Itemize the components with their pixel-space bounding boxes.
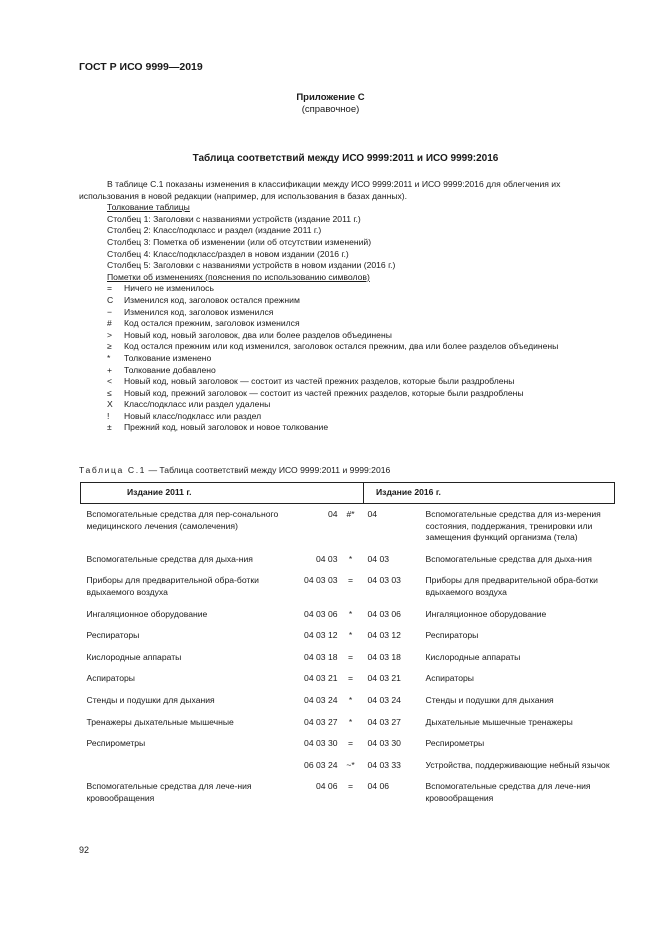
column-legend-item: Столбец 5: Заголовки с названиями устройств в новом издании (2016 г.) <box>107 260 396 271</box>
appendix-heading <box>0 92 661 116</box>
marks-list <box>79 283 615 434</box>
title-2011-cell: Тренажеры дыхательные мышечные <box>86 716 234 727</box>
mark-legend-item <box>79 376 615 388</box>
mark-symbol: С <box>107 294 114 305</box>
intro-section <box>79 179 615 434</box>
title-2011-cell: Вспомогательные средства для лече-ния кровообращения <box>86 781 252 803</box>
change-mark-cell: * <box>348 608 353 619</box>
mark-symbol: < <box>107 376 113 387</box>
mark-description: Прежний код, новый заголовок и новое толкование <box>124 422 329 433</box>
table-row <box>81 652 615 664</box>
mark-legend-item <box>79 353 615 365</box>
code-2011-cell: 06 03 24 <box>304 759 338 770</box>
mark-legend-item <box>79 330 615 342</box>
mark-symbol: * <box>107 352 111 363</box>
table-row <box>81 630 615 642</box>
mark-description: Новый код, прежний заголовок — состоит из частей прежних разделов, которые были раздроблены <box>124 387 524 398</box>
code-2011-cell: 04 <box>327 509 338 519</box>
mark-legend-item <box>79 365 615 377</box>
mark-description: Толкование добавлено <box>124 364 216 375</box>
mark-legend-item <box>79 388 615 400</box>
column-legend-item: Столбец 1: Заголовки с названиями устройств (издание 2011 г.) <box>107 213 361 224</box>
code-2011-cell: 04 03 30 <box>304 738 338 749</box>
title-2011-cell <box>81 760 292 772</box>
change-mark-cell: = <box>347 673 354 684</box>
mark-legend-item <box>79 411 615 423</box>
table-row <box>81 609 615 621</box>
code-2016-cell: 04 06 <box>367 781 390 792</box>
table-row <box>81 760 615 772</box>
mark-legend-item <box>79 318 615 330</box>
title-2016-cell: Ингаляционное оборудование <box>425 608 547 619</box>
columns-list <box>79 214 615 272</box>
appendix-subtitle: (справочное) <box>301 104 360 115</box>
table-header-row <box>81 483 615 504</box>
table-caption-prefix: Таблица С.1 <box>79 465 147 475</box>
change-mark-cell: * <box>348 630 353 641</box>
code-2011-cell: 04 03 06 <box>304 608 338 619</box>
title-2011-cell: Вспомогательные средства для пер-сонального медицинского лечения (самолечения) <box>86 509 279 531</box>
code-2011-cell: 04 06 <box>315 781 338 792</box>
page-number: 92 <box>79 845 90 855</box>
change-mark-cell: * <box>348 694 353 705</box>
change-mark-cell: * <box>348 716 353 727</box>
mark-description: Новый код, новый заголовок — состоит из частей прежних разделов, которые были раздроблены <box>124 376 515 387</box>
table-row <box>81 717 615 729</box>
title-2016-cell: Устройства, поддерживающие небный язычок <box>425 759 610 770</box>
code-2011-cell: 04 03 24 <box>304 694 338 705</box>
header-2016: Издание 2016 г. <box>364 483 615 504</box>
intro-paragraph: В таблице С.1 показаны изменения в классификации между ИСО 9999:2011 и ИСО 9999:2016 для облегчения их использования в новой редакции (например, для использования в базах данных). <box>79 179 561 201</box>
marks-heading: Пометки об изменениях (пояснения по использованию символов) <box>107 271 370 282</box>
table-body <box>81 504 615 810</box>
mark-description: Код остался прежним или код изменился, заголовок остался прежним, два или более разделов объединены <box>124 341 559 352</box>
title-2011-cell: Аспираторы <box>86 673 135 684</box>
mark-legend-item <box>79 307 615 319</box>
title-2016-cell: Респирометры <box>425 738 485 749</box>
column-legend-item: Столбец 4: Класс/подкласс/раздел в новом издании (2016 г.) <box>107 248 349 259</box>
table-row <box>81 738 615 750</box>
title-2011-cell: Кислородные аппараты <box>86 651 182 662</box>
code-2016-cell: 04 03 12 <box>367 630 401 641</box>
title-2016-cell: Стенды и подушки для дыхания <box>425 694 554 705</box>
mark-legend-item <box>79 422 615 434</box>
code-2011-cell: 04 03 03 <box>304 575 338 586</box>
title-2016-cell: Аспираторы <box>425 673 474 684</box>
code-2016-cell: 04 03 <box>367 553 390 564</box>
mark-description: Новый код, новый заголовок, два или более разделов объединены <box>124 329 392 340</box>
title-2016-cell: Вспомогательные средства для дыха-ния <box>425 553 592 564</box>
title-2016-cell: Приборы для предварительной обра-ботки вдыхаемого воздуха <box>425 575 598 597</box>
page-header: ГОСТ Р ИСО 9999—2019 <box>79 61 203 73</box>
column-legend-item: Столбец 3: Пометка об изменении (или об отсутствии изменений) <box>107 236 372 247</box>
mark-description: Толкование изменено <box>124 352 212 363</box>
mark-symbol: X <box>107 399 113 410</box>
code-2016-cell: 04 03 27 <box>367 716 401 727</box>
mark-symbol: − <box>107 306 113 317</box>
change-mark-cell: #* <box>346 509 355 519</box>
change-mark-cell: = <box>347 781 354 792</box>
mark-description: Изменился код, заголовок остался прежним <box>124 294 300 305</box>
code-2011-cell: 04 03 18 <box>304 651 338 662</box>
code-2011-cell: 04 03 21 <box>304 673 338 684</box>
mark-description: Код остался прежним, заголовок изменился <box>124 318 300 329</box>
mark-description: Класс/подкласс или раздел удалены <box>124 399 271 410</box>
code-2016-cell: 04 03 24 <box>367 694 401 705</box>
mark-legend-item <box>79 283 615 295</box>
table-row <box>81 673 615 685</box>
title-2011-cell: Стенды и подушки для дыхания <box>86 694 215 705</box>
title-2016-cell: Вспомогательные средства для лече-ния кровообращения <box>425 781 591 803</box>
mark-symbol: > <box>107 329 113 340</box>
column-legend-item: Столбец 2: Класс/подкласс и раздел (издание 2011 г.) <box>107 225 322 236</box>
mark-description: Ничего не изменилось <box>124 283 214 294</box>
table-row <box>81 509 615 544</box>
change-mark-cell: = <box>347 738 354 749</box>
header-2011: Издание 2011 г. <box>81 483 364 504</box>
title-2016-cell: Респираторы <box>425 630 479 641</box>
document-title: Таблица соответствий между ИСО 9999:2011 и ИСО 9999:2016 <box>192 153 499 164</box>
mark-legend-item <box>79 341 615 353</box>
code-2016-cell: 04 03 21 <box>367 673 401 684</box>
table-row <box>81 554 615 566</box>
mark-description: Изменился код, заголовок изменился <box>124 306 274 317</box>
table-caption-text: — Таблица соответствий между ИСО 9999:2011 и 9999:2016 <box>146 465 391 475</box>
code-2011-cell: 04 03 12 <box>304 630 338 641</box>
title-2011-cell: Респираторы <box>86 630 140 641</box>
mark-description: Новый класс/подкласс или раздел <box>124 410 262 421</box>
code-2011-cell: 04 03 27 <box>304 716 338 727</box>
code-2011-cell: 04 03 <box>315 553 338 564</box>
code-2016-cell: 04 03 06 <box>367 608 401 619</box>
mark-symbol: + <box>107 364 113 375</box>
mark-symbol: = <box>107 283 113 294</box>
mark-symbol: ! <box>107 410 110 421</box>
title-2011-cell: Респирометры <box>86 738 146 749</box>
legend-heading: Толкование таблицы <box>107 202 190 213</box>
change-mark-cell: * <box>348 553 353 564</box>
mark-legend-item <box>79 295 615 307</box>
correspondence-table <box>80 482 615 810</box>
table-row <box>81 575 615 598</box>
change-mark-cell: = <box>347 651 354 662</box>
code-2016-cell: 04 03 33 <box>367 759 401 770</box>
mark-symbol: # <box>107 318 112 329</box>
appendix-title: Приложение С <box>296 92 365 103</box>
table-row <box>81 781 615 804</box>
table-row <box>81 695 615 707</box>
code-2016-cell: 04 03 18 <box>367 651 401 662</box>
title-2016-cell: Вспомогательные средства для из-мерения состояния, поддержания, тренировки или замещения функций организма (тела) <box>425 509 601 543</box>
mark-symbol: ≤ <box>107 387 112 398</box>
mark-legend-item <box>79 399 615 411</box>
title-2011-cell: Ингаляционное оборудование <box>86 608 208 619</box>
change-mark-cell: = <box>347 575 354 586</box>
table-caption <box>79 465 390 475</box>
mark-symbol: ± <box>107 422 112 433</box>
title-2016-cell: Дыхательные мышечные тренажеры <box>425 716 573 727</box>
code-2016-cell: 04 03 30 <box>367 738 401 749</box>
row-spacer <box>81 805 615 810</box>
change-mark-cell: ~* <box>346 759 355 770</box>
title-2011-cell: Приборы для предварительной обра-ботки вдыхаемого воздуха <box>86 575 259 597</box>
code-2016-cell: 04 <box>367 509 378 519</box>
code-2016-cell: 04 03 03 <box>367 575 401 586</box>
title-2016-cell: Кислородные аппараты <box>425 651 521 662</box>
title-2011-cell: Вспомогательные средства для дыха-ния <box>86 553 253 564</box>
mark-symbol: ≥ <box>107 341 112 352</box>
